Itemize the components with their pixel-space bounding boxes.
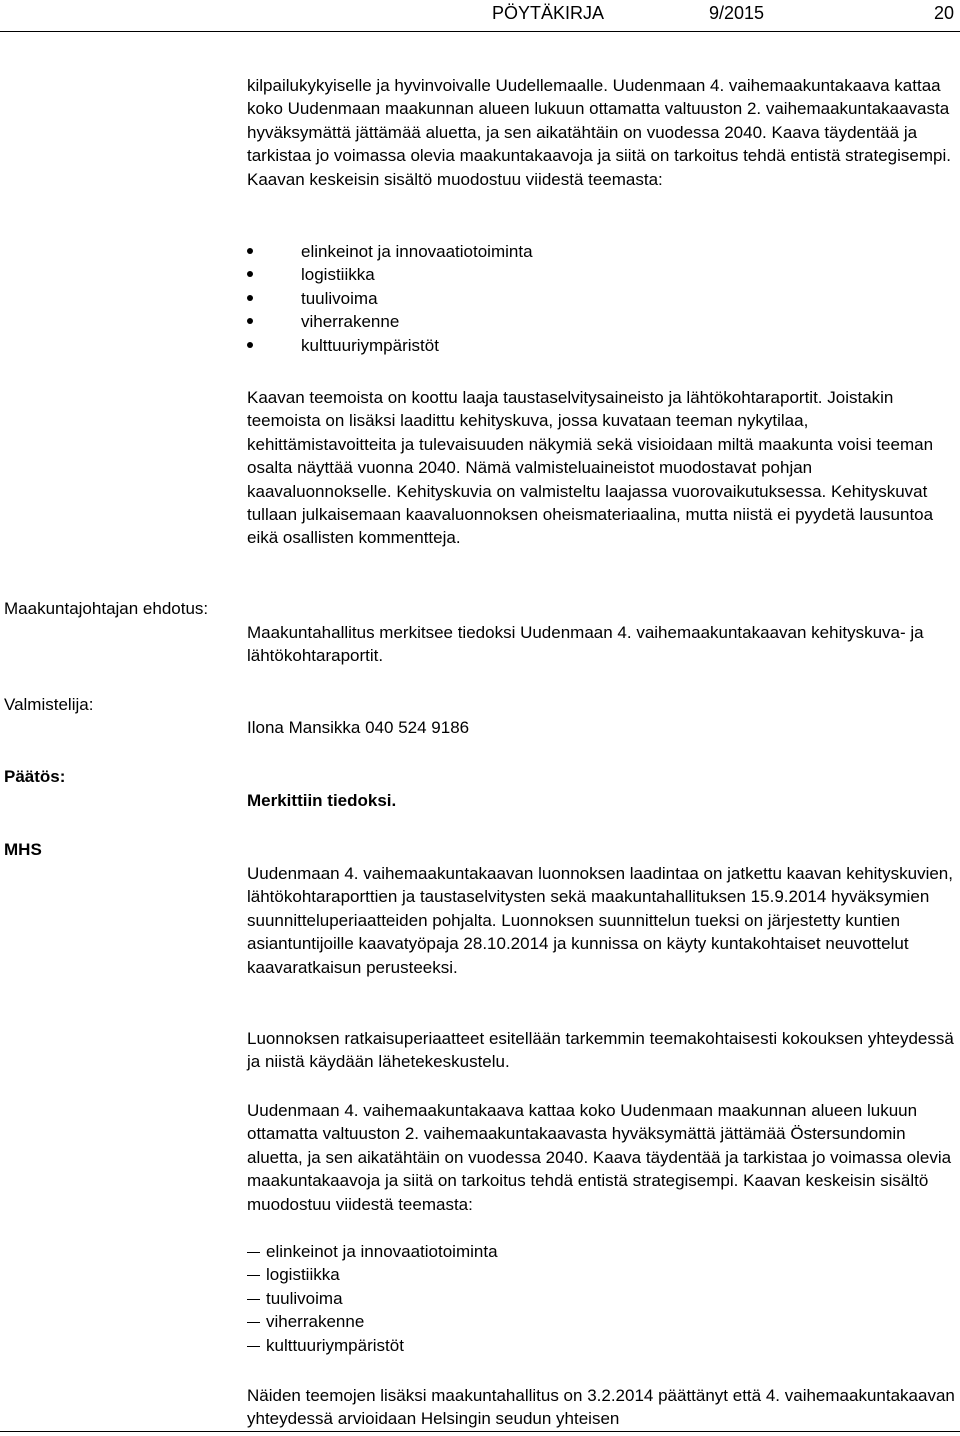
- theme-bullet-list: [247, 240, 533, 357]
- document-type: PÖYTÄKIRJA: [492, 3, 605, 23]
- list-item: viherrakenne: [247, 310, 533, 333]
- bullet-icon: [247, 342, 253, 348]
- dash-icon: [247, 1275, 260, 1276]
- list-item: logistiikka: [247, 1263, 498, 1286]
- bullet-icon: [247, 248, 253, 254]
- intro-paragraph: kilpailukykyiselle ja hyvinvoivalle Uudellemaalle. Uudenmaan 4. vaihemaakuntakaava kattaa koko Uudenmaan maakunnan alueen lukuun ottamatta valtuuston 2. vaihemaakuntakaavasta hyväksymättä jättämää aluetta, ja sen aikatähtäin on vuodessa 2040. Kaava täydentää ja tarkistaa jo voimassa olevia maakuntakaavoja ja siitä on tarkoitus tehdä entistä strategisempi. Kaavan keskeisin sisältö muodostuu viidestä teemasta:: [247, 76, 951, 189]
- dash-icon: [247, 1346, 260, 1347]
- dash-icon: [247, 1299, 260, 1300]
- list-item: kulttuuriympäristöt: [247, 334, 533, 357]
- issue-number: 9/2015: [709, 3, 765, 23]
- mhs-paragraph-4: Näiden teemojen lisäksi maakuntahallitus on 3.2.2014 päättänyt että 4. vaihemaakuntakaavan yhteydessä arvioidaan Helsingin seudun yhteisen: [247, 1386, 955, 1429]
- list-item: elinkeinot ja innovaatiotoiminta: [247, 240, 533, 263]
- dash-icon: [247, 1252, 260, 1253]
- mhs-label: MHS: [4, 840, 42, 859]
- decision-text: Merkittiin tiedoksi.: [247, 791, 397, 810]
- list-item: viherrakenne: [247, 1310, 498, 1333]
- bullet-icon: [247, 271, 253, 277]
- footer-divider: [0, 1431, 960, 1432]
- decision-label: Päätös:: [4, 767, 66, 786]
- proposal-text: Maakuntahallitus merkitsee tiedoksi Uudenmaan 4. vaihemaakuntakaavan kehityskuva- ja lähtökohtaraportit.: [247, 623, 924, 666]
- list-item: tuulivoima: [247, 287, 533, 310]
- background-paragraph: Kaavan teemoista on koottu laaja taustaselvitysaineisto ja lähtökohtaraportit. Joistakin teemoista on lisäksi laadittu kehityskuva, jossa kuvataan teeman nykytilaa, kehittämistavoitteita ja tulevaisuuden näkymiä sekä visioidaan miltä maakunta voisi teeman osalta näyttää vuonna 2040. Nämä valmisteluaineistot muodostavat pohjan kaavaluonnokselle. Kehityskuvia on valmisteltu laajassa vuorovaikutuksessa. Kehityskuvat tullaan julkaisemaan kaavaluonnoksen oheismateriaalina, mutta niistä ei pyydetä lausuntoa eikä osallisten kommentteja.: [247, 388, 934, 548]
- list-item: elinkeinot ja innovaatiotoiminta: [247, 1240, 498, 1263]
- bullet-icon: [247, 318, 253, 324]
- list-item: tuulivoima: [247, 1287, 498, 1310]
- mhs-paragraph-3: Uudenmaan 4. vaihemaakuntakaava kattaa koko Uudenmaan maakunnan alueen lukuun ottamatta valtuuston 2. vaihemaakuntakaavasta hyväksymättä jättämää Östersundomin aluetta, ja sen aikatähtäin on vuodessa 2040. Kaava täydentää ja tarkistaa jo voimassa olevia maakuntakaavoja ja siitä on tarkoitus tehdä entistä strategisempi. Kaavan keskeisin sisältö muodostuu viidestä teemasta:: [247, 1101, 952, 1214]
- page-number: 20: [934, 3, 955, 23]
- dash-icon: [247, 1322, 260, 1323]
- header-divider: [0, 31, 960, 32]
- mhs-paragraph-2: Luonnoksen ratkaisuperiaatteet esitellään tarkemmin teemakohtaisesti kokouksen yhteydessä ja niistä käydään lähetekeskustelu.: [247, 1029, 954, 1072]
- bullet-icon: [247, 295, 253, 301]
- list-item: kulttuuriympäristöt: [247, 1334, 498, 1357]
- mhs-theme-dash-list: [247, 1240, 498, 1357]
- preparer-text: Ilona Mansikka 040 524 9186: [247, 718, 470, 737]
- preparer-label: Valmistelija:: [4, 695, 94, 714]
- mhs-paragraph-1: Uudenmaan 4. vaihemaakuntakaavan luonnoksen laadintaa on jatkettu kaavan kehityskuvien, lähtökohtaraporttien ja taustaselvitysten sekä maakuntahallituksen 15.9.2014 hyväksymien suunnitteluperiaatteiden pohjalta. Luonnoksen suunnittelun tueksi on järjestetty kuntien asiantuntijoille kaavatyöpaja 28.10.2014 ja kunnissa on käyty kuntakohtaiset neuvottelut kaavaratkaisun perusteeksi.: [247, 864, 953, 977]
- list-item: logistiikka: [247, 263, 533, 286]
- proposal-label: Maakuntajohtajan ehdotus:: [4, 599, 209, 618]
